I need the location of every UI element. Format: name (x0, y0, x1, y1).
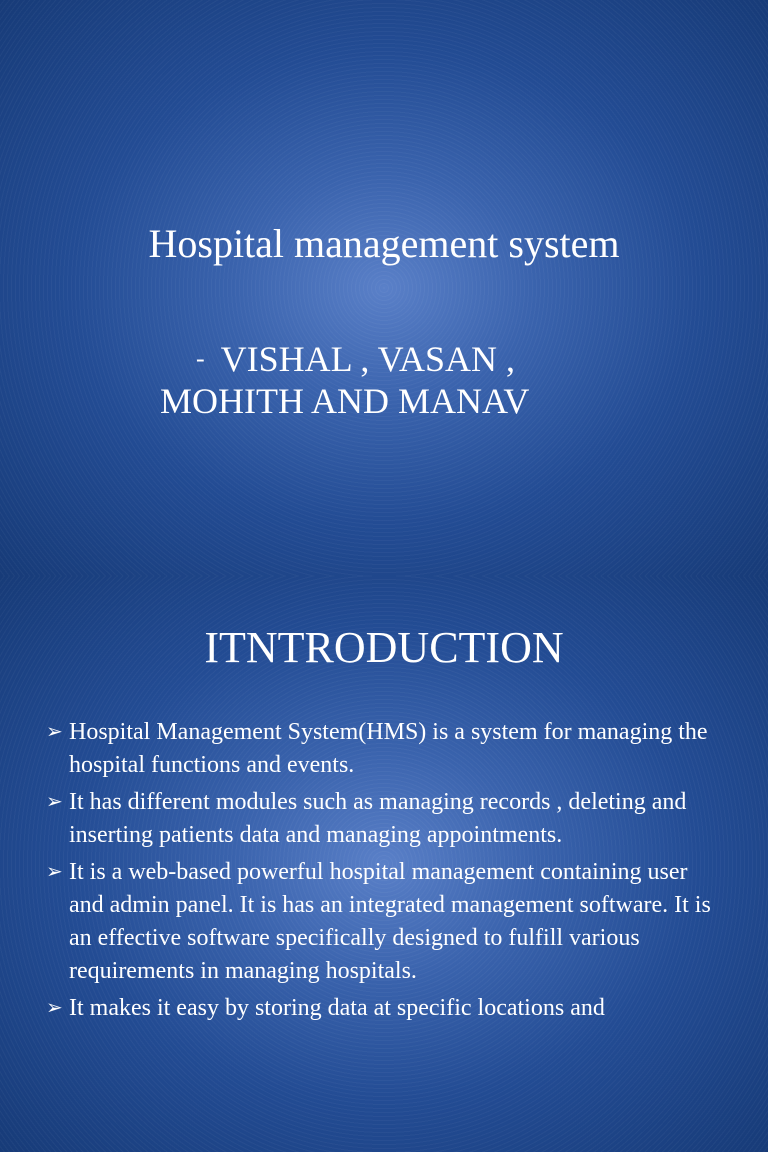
bullet-text: Hospital Management System(HMS) is a system for managing the hospital functions and events. (69, 719, 708, 778)
arrow-bullet-icon: ➢ (46, 861, 63, 883)
introduction-slide (0, 576, 768, 1152)
bullet-text: It makes it easy by storing data at specific locations and (69, 995, 605, 1021)
author-dash: - (196, 344, 205, 373)
bullet-text: It is a web-based powerful hospital management containing user and admin panel. It is has an integrated management software. It is an effective software specifically designed to fulfill various requirements in managing hospitals. (69, 859, 711, 984)
slide-title: Hospital management system (148, 221, 620, 266)
authors-subtitle (150, 338, 620, 422)
bullet-text: It has different modules such as managing records , deleting and inserting patients data and managing appointments. (69, 789, 687, 848)
arrow-bullet-icon: ➢ (46, 997, 63, 1019)
bullet-list (46, 716, 726, 1029)
bullet-item (46, 992, 726, 1025)
authors-line-2: MOHITH AND MANAV (160, 381, 530, 421)
authors-text-1: VISHAL , VASAN , (220, 339, 516, 379)
arrow-bullet-icon: ➢ (46, 791, 63, 813)
bullet-item (46, 856, 726, 988)
authors-line-1 (150, 338, 620, 380)
slide-heading: ITNTRODUCTION (204, 623, 564, 672)
bullet-item (46, 716, 726, 782)
arrow-bullet-icon: ➢ (46, 721, 63, 743)
bullet-item (46, 786, 726, 852)
